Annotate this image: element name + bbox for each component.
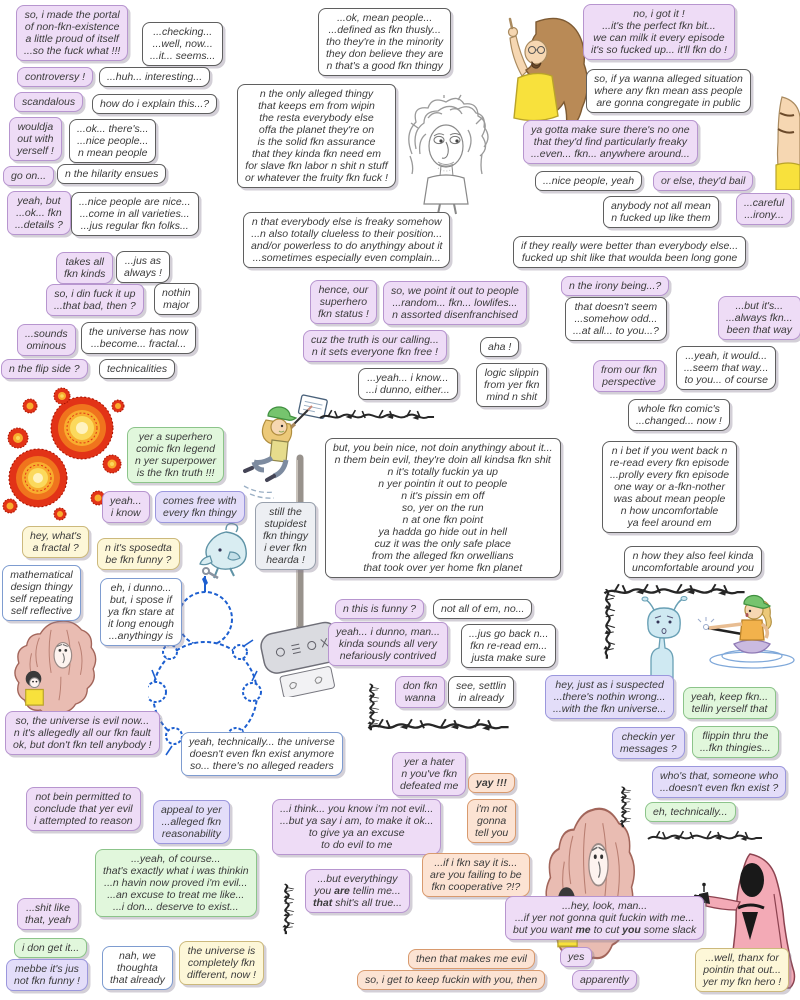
speech-bubble-logic-slippin: logic slippin from yer fkn mind n shit <box>476 363 547 407</box>
speech-bubble-superhero-legend: yer a superhero comic fkn legend n yer superpower is the fkn truth !!! <box>127 427 224 483</box>
speech-bubble-only-alleged-thingy: n the only alleged thingy that keeps em from wipin the resta everybody else offa the planet they're on is the solid fkn assurance that they kinda fkn need em for slave fkn labor n shit n stuff or whatever the fruity fkn fuck ! <box>237 84 396 188</box>
speech-bubble-truth-calling: cuz the truth is our calling... n it sets everyone fkn free ! <box>303 330 447 362</box>
shaggy-creature-with-child-2 <box>543 804 639 964</box>
speech-bubble-mebbe-not-funny: mebbe it's jus not fkn funny ! <box>6 959 88 991</box>
speech-bubble-stupidest-thingy: still the stupidest fkn thingy i ever fkn hearda ! <box>255 502 316 570</box>
speech-bubble-yeah-i-know-dunno: ...yeah... i know... ...i dunno, either... <box>358 368 458 400</box>
speech-bubble-hey-look-man: ...hey, look, man... ...if yer not gonna quit fuckin with me... but you want me to cut you some slack <box>505 896 704 940</box>
speech-bubble-jus-as-always: ...jus as always ! <box>116 251 170 283</box>
speech-bubble-not-all-of-em: not all of em, no... <box>433 599 532 619</box>
thorn-border <box>279 883 295 935</box>
speech-bubble-not-gonna-tell: i'm not gonna tell you <box>467 799 516 843</box>
speech-bubble-yeah-i-know: yeah... i know <box>102 491 150 523</box>
speech-bubble-you-bein-nice: but, you bein nice, not doin anythingy about it... n them bein evil, they're doin all kindsa fkn shit n it's totally fuckin ya up n yer pointin it out to people n it's pissin em off so, yer on the run n at one fkn point ya hadda go hide out in hell cuz it was the only safe place from the alleged fkn orwellians that took over yer home fkn planet <box>325 438 561 578</box>
speech-bubble-hence-superhero: hence, our superhero fkn status ! <box>310 280 377 324</box>
speech-bubble-portal: so, i made the portal of non-fkn-existence a little proud of itself ...so the fuck what !!! <box>16 5 128 61</box>
water-girl-character <box>696 592 798 672</box>
speech-bubble-sposedta-funny: n it's sposedta be fkn funny ? <box>97 538 180 570</box>
thorn-border <box>366 718 511 734</box>
speech-bubble-not-evil-excuse: ...i think... you know i'm not evil... ...but ya say i am, to make it ok... to give ya an excuse to do evil to me <box>272 799 441 855</box>
speech-bubble-universe-evil-now: so, the universe is evil now... n it's allegedly all our fkn fault ok, but don't fkn tell anybody ! <box>5 711 160 755</box>
speech-bubble-makes-me-evil: then that makes me evil <box>408 949 535 969</box>
speech-bubble-i-don-get-it: i don get it... <box>14 938 87 958</box>
speech-bubble-they-feel-too: n how they also feel kinda uncomfortable around you <box>624 546 762 578</box>
thorn-border <box>318 408 436 424</box>
speech-bubble-din-fuck-it-up: so, i din fuck it up ...that bad, then ? <box>46 284 144 316</box>
speech-bubble-ya-gotta-make-sure: ya gotta make sure there's no one that they'd find particularly freaky ...even... fkn... anywhere around... <box>523 120 698 164</box>
speech-bubble-checking: ...checking... ...well, now... ...it... seems... <box>142 22 223 66</box>
speech-bubble-controversy: controversy ! <box>17 67 93 87</box>
speech-bubble-yay: yay !!! <box>468 773 515 793</box>
speech-bubble-flippin-thru: flippin thru the ...fkn thingies... <box>692 726 779 758</box>
speech-bubble-completely-different: the universe is completely fkn different, now ! <box>179 941 264 985</box>
speech-bubble-checkin-messages: checkin yer messages ? <box>612 727 685 759</box>
speech-bubble-thoughta-that: nah, we thoughta that already <box>102 946 173 990</box>
speech-bubble-huh-interesting: ...huh... interesting... <box>99 67 210 87</box>
speech-bubble-wouldja: wouldja out with yerself ! <box>9 117 62 161</box>
speech-bubble-keep-tellin: yeah, keep fkn... tellin yerself that <box>683 687 776 719</box>
speech-bubble-mathematical: mathematical design thingy self repeating self reflective <box>2 565 81 621</box>
speech-bubble-comes-free: comes free with every fkn thingy <box>155 491 245 523</box>
speech-bubble-apparently: apparently <box>572 970 637 990</box>
shaggy-creature-with-child <box>12 618 100 716</box>
wild-haired-man-character <box>398 94 494 216</box>
speech-bubble-no-i-got-it: no, i got it ! ...it's the perfect fkn bit... we can milk it every episode it's so fucked up... it'll fkn do ! <box>583 4 735 60</box>
speech-bubble-failing-cooperative: ...if i fkn say it is... are you failing to be fkn cooperative ?!? <box>422 853 530 897</box>
speech-bubble-thanx-hero: ...well, thanx for pointin that out... yer my fkn hero ! <box>695 948 789 992</box>
speech-bubble-stare-at-it: eh, i dunno... but, i spose if ya fkn stare at it long enough ...anythingy is <box>100 578 182 646</box>
speech-bubble-mean-people-defined: ...ok, mean people... ...defined as fkn thusly... tho they're in the minority they don believe they are n that's a good fkn thingy <box>318 8 451 76</box>
thorn-border <box>646 828 764 846</box>
speech-bubble-or-else-bail: or else, they'd bail <box>653 171 753 191</box>
speech-bubble-our-perspective: from our fkn perspective <box>593 360 665 392</box>
speech-bubble-nefariously-contrived: yeah... i dunno, man... kinda sounds all very nefariously contrived <box>328 622 448 666</box>
speech-bubble-exactly-what-thinkin: ...yeah, of course... that's exactly what i was thinkin ...n havin now proved i'm evil... ...an excuse to treat me like... ...i don... deserve to exist... <box>95 849 257 917</box>
speech-bubble-doesnt-seem-odd: that doesn't seem ...somehow odd... ...at all... to you...? <box>565 297 667 341</box>
speech-bubble-yer-a-hater: yer a hater n you've fkn defeated me <box>392 752 466 796</box>
speech-bubble-always-been: ...but it's... ...always fkn... been that way <box>718 296 800 340</box>
speech-bubble-technicalities: technicalities <box>99 359 175 379</box>
speech-bubble-explain-this: how do i explain this...? <box>92 94 217 114</box>
speech-bubble-scandalous: scandalous <box>14 92 83 112</box>
speech-bubble-ok-theres: ...ok... there's... ...nice people... n mean people <box>69 119 156 163</box>
speech-bubble-nothin-major: nothin major <box>154 283 199 315</box>
speech-bubble-sounds-ominous: ...sounds ominous <box>17 324 76 356</box>
speech-bubble-become-fractal: the universe has now ...become... fractal... <box>81 322 196 354</box>
speech-bubble-whos-that: who's that, someone who ...doesn't even fkn exist ? <box>652 766 786 798</box>
speech-bubble-don-fkn-wanna: don fkn wanna <box>395 676 445 708</box>
speech-bubble-no-alleged-readers: yeah, technically... the universe doesn't even fkn exist anymore so... there's no alleged readers <box>181 732 343 776</box>
speech-bubble-went-back-reread: n i bet if you went back n re-read every fkn episode ...prolly every fkn episode one way or a-fkn-nother was about mean people n how uncomfortable ya feel around em <box>602 441 737 533</box>
speech-bubble-eh-technically: eh, technically... <box>645 802 736 822</box>
speech-bubble-yes: yes <box>560 947 592 967</box>
speech-bubble-nice-people-nice: ...nice people are nice... ...come in all varieties... ...jus regular fkn folks... <box>71 192 199 236</box>
speech-bubble-careful-irony: ...careful ...irony... <box>736 193 792 225</box>
speech-bubble-this-is-funny: n this is funny ? <box>335 599 424 619</box>
speech-bubble-go-on: go on... <box>3 166 54 186</box>
thorn-border <box>616 786 632 828</box>
thorn-border <box>602 583 747 599</box>
speech-bubble-comic-changed: whole fkn comic's ...changed... now ! <box>628 399 730 431</box>
speech-bubble-flip-side: n the flip side ? <box>1 359 88 379</box>
speech-bubble-yeah-but: yeah, but ...ok... fkn ...details ? <box>7 191 71 235</box>
speech-bubble-settlin-in: see, settlin in already <box>448 676 514 708</box>
edge-character <box>772 95 800 190</box>
speech-bubble-nice-people-yeah: ...nice people, yeah <box>535 171 642 191</box>
thorn-border <box>600 588 616 660</box>
speech-bubble-appeal-reasonability: appeal to yer ...alleged fkn reasonability <box>153 800 230 844</box>
speech-bubble-whats-a-fractal: hey, what's a fractal ? <box>22 526 89 558</box>
speech-bubble-shit-like-that: ...shit like that, yeah <box>17 898 79 930</box>
speech-bubble-point-it-out: so, we point it out to people ...random... fkn... lowlifes... n assorted disenfranchised <box>383 281 527 325</box>
speech-bubble-alleged-situation: so, if ya wanna alleged situation where any fkn mean ass people are gonna congregate in public <box>586 69 751 113</box>
speech-bubble-really-better: if they really were better than everybody else... fucked up shit like that woulda been long gone <box>513 236 746 268</box>
speech-bubble-aha: aha ! <box>480 337 519 357</box>
speech-bubble-anybody-not-mean: anybody not all mean n fucked up like them <box>603 196 719 228</box>
speech-bubble-hilarity: n the hilarity ensues <box>57 164 166 184</box>
speech-bubble-keep-fuckin-with-you: so, i get to keep fuckin with you, then <box>357 970 545 990</box>
speech-bubble-just-as-suspected: hey, just as i suspected ...there's nothin wrong... ...with the fkn universe... <box>545 675 674 719</box>
speech-bubble-jus-go-back: ...jus go back n... fkn re-read em... justa make sure <box>461 624 556 668</box>
speech-bubble-freaky-somehow: n that everybody else is freaky somehow ...n also totally clueless to their position... and/or powerless to do anythingy about it ...sometimes especially even complain... <box>243 212 450 268</box>
speech-bubble-irony-being: n the irony being...? <box>561 276 669 296</box>
speech-bubble-takes-all: takes all fkn kinds <box>56 252 113 284</box>
speech-bubble-all-true: ...but everythingy you are tellin me... that shit's all true... <box>305 869 410 913</box>
speech-bubble-seem-that-way: ...yeah, it would... ...seem that way... to you... of course <box>676 346 776 390</box>
speech-bubble-not-bein-permitted: not bein permitted to conclude that yer evil i attempted to reason <box>26 787 141 831</box>
